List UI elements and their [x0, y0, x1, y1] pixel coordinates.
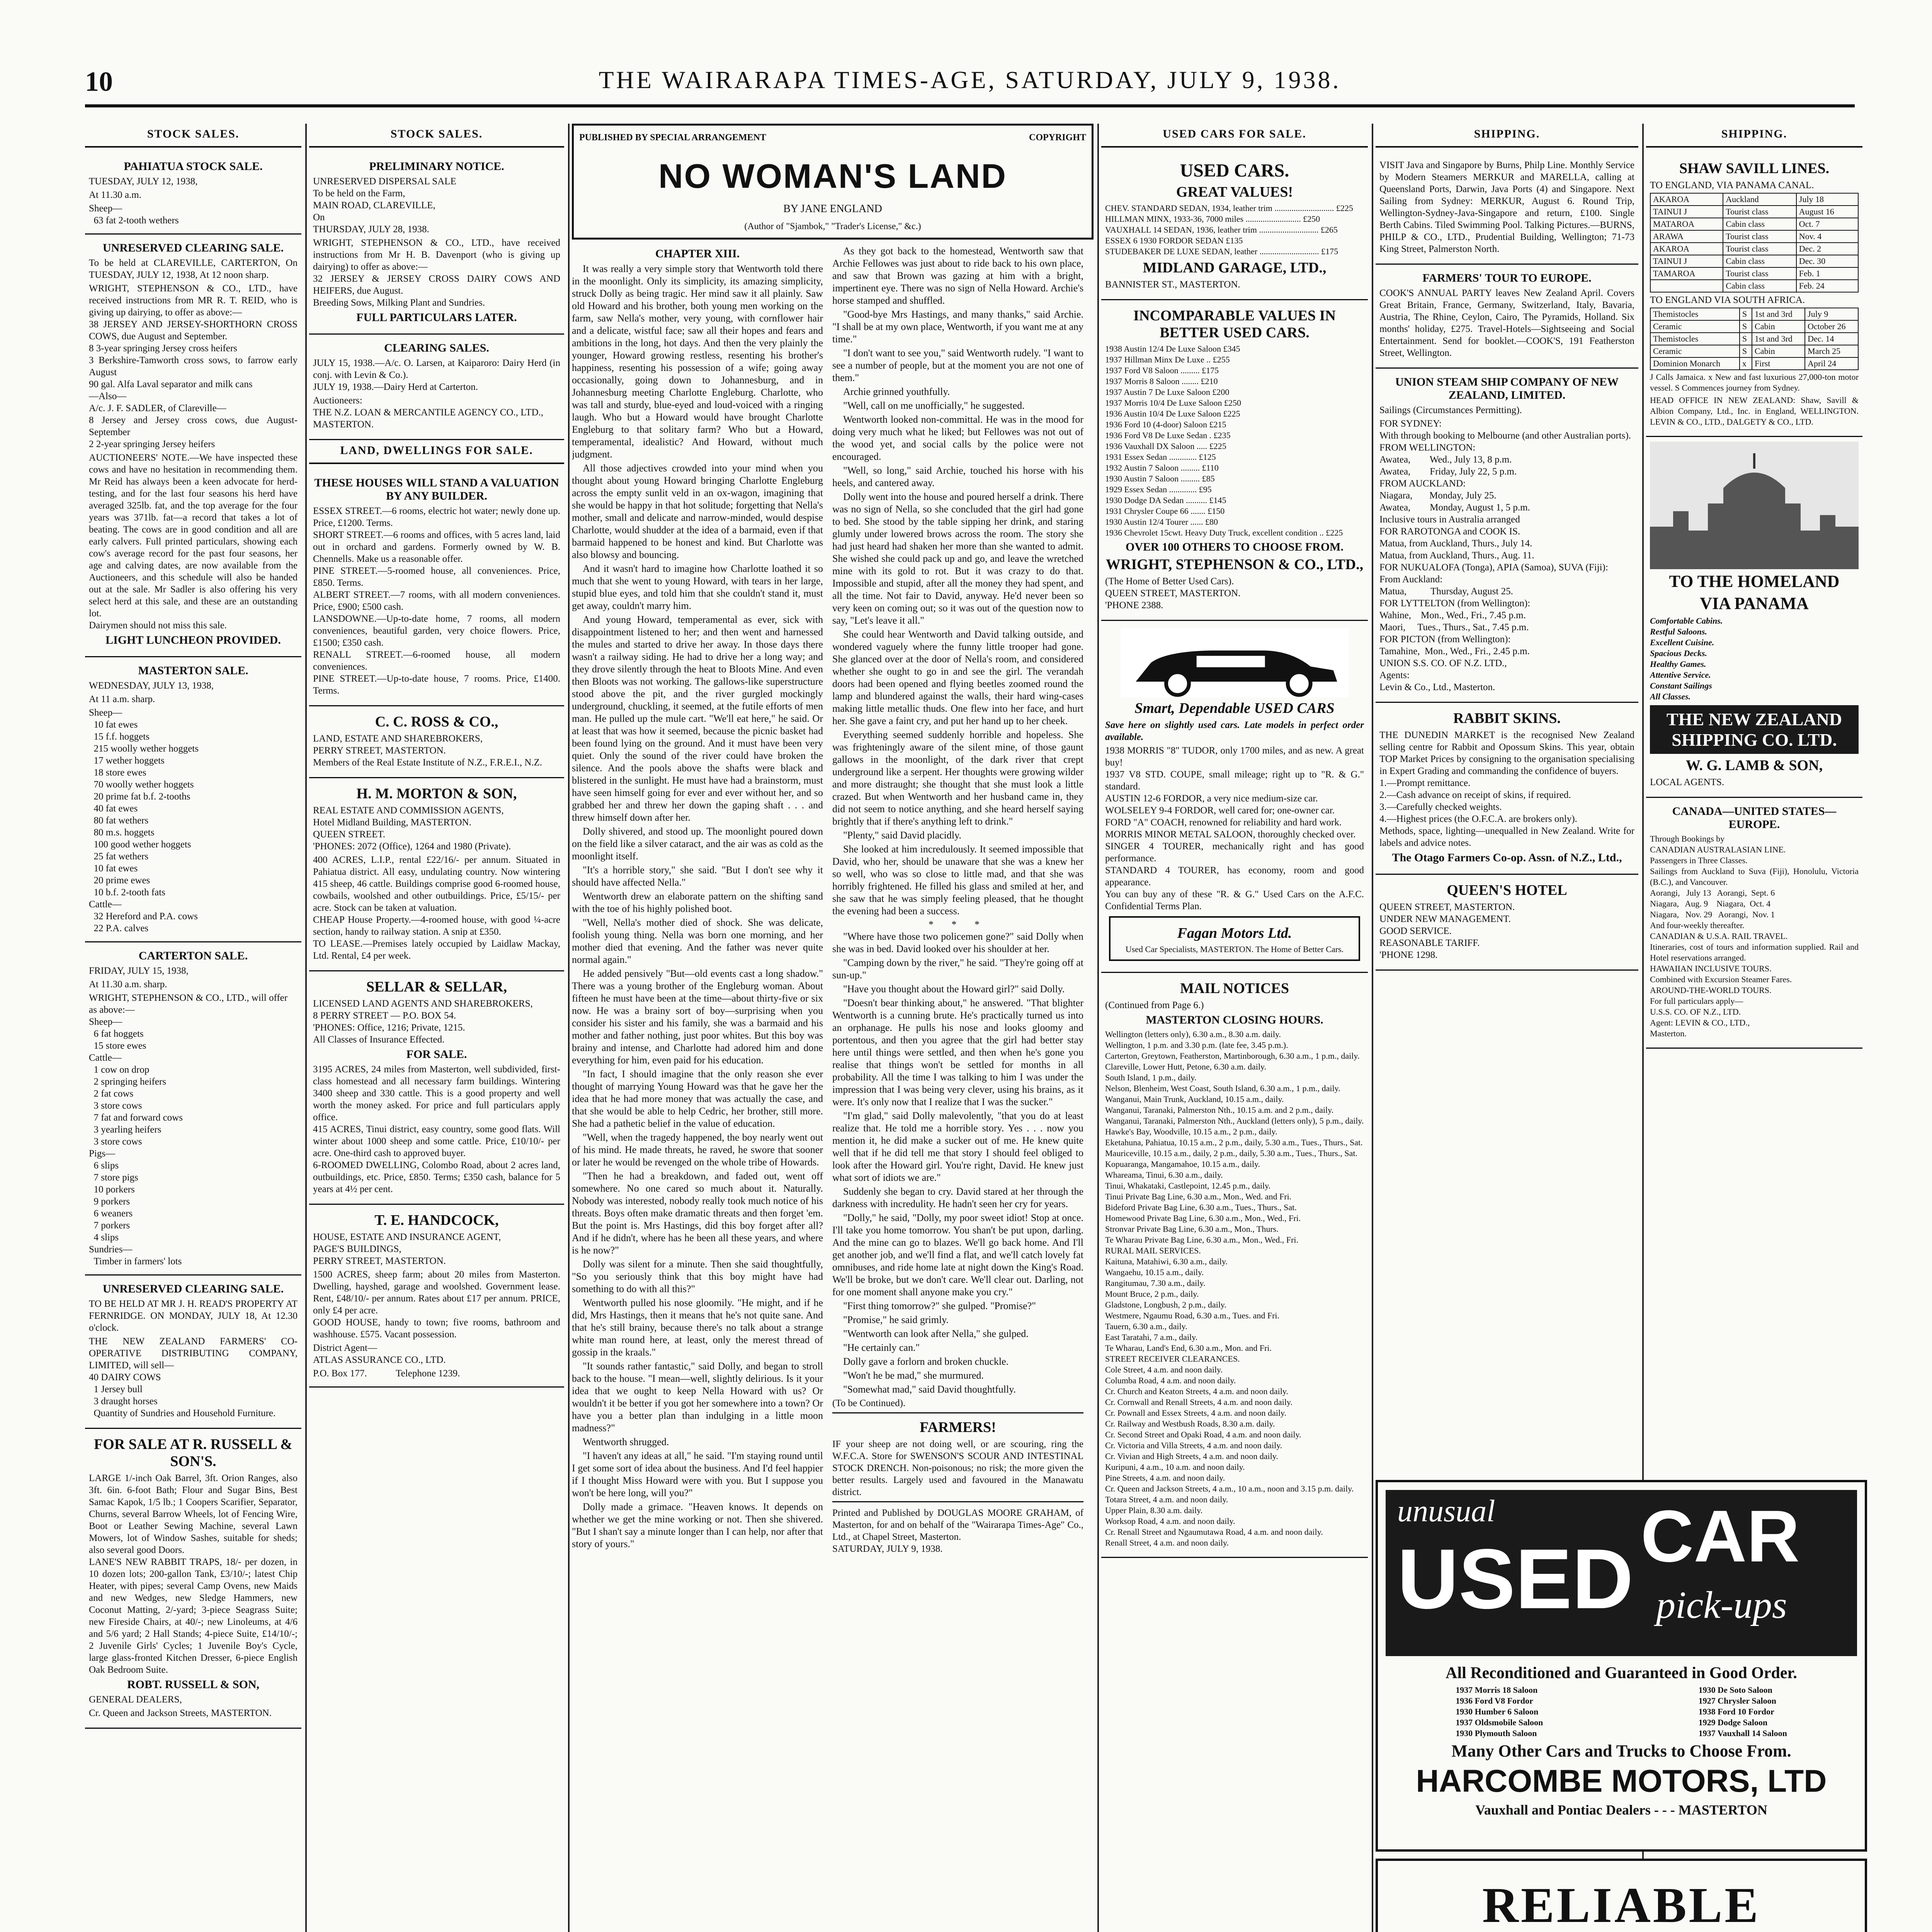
serial-title: NO WOMAN'S LAND — [658, 157, 1007, 195]
burns-philp-advert — [1376, 153, 1638, 265]
table-cell: Tourist class — [1723, 267, 1796, 280]
story-paragraph: "In fact, I should imagine that the only reason she ever thought of marrying Young Howard was that he gave her the idea that he had more money that was actually the case, and that she would be able to help Cedric, her brother, still more. She had a pathetic belief in the value of education. — [572, 1068, 823, 1129]
advert-title: RELIABLE — [1482, 1878, 1760, 1932]
advert-body: LARGE 1/-inch Oak Barrel, 3ft. Orion Ranges, also 3ft. 6in. 6-foot Bath; Flour and Sugar Bins, Best Samac Kapok, 1/5 lb.; 1 Coopers Scarifier, Separator, Churns, several Barrow Wheels, lot of Fencing Wire, Boot or Leather Sewing Machine, several Lawn Mowers, lot of Window Sashes, suitable for sheds; also several good Doors. LANE'S NEW RABBIT TRAPS, 18/- per dozen, in 10 dozen lots; 200-gallon Tank, £3/10/-; latest Chip Heater, with pipes; several Camp Ovens, new Maids and new Wedges, new Sledge Hammers, new Coconut Matting, 2/-yard; 3-piece Seagrass Suite; new Fireside Chairs, at 40/-; new Linoleums, at 4/6 and 5/6 yard; 2 Hall Stands; 4-piece Suite, £14/10/-; 2 Juvenile Girls' Cycles; 1 Juvenile Boy's Cycle, large glass-fronted Kitchen Dresser, 6-piece English Oak Bedroom Suite. — [89, 1473, 298, 1675]
story-paragraph: He added pensively "But—old events cast a long shadow." There was a young brother of the Engleburg woman. About fifteen he must have been at the time—about thirty-five or six now. He was a brainy sort of boy—surprising when you consider his sister and his family, she was a barmaid and his mother and father nothing, just poor whites. But this boy was brainy and intense, and Charlotte had adored him and done everything for him, even paid for his education. — [572, 968, 823, 1066]
auctioneers: Auctioneers: THE N.Z. LOAN & MERCANTILE AGENCY CO., LTD., MASTERTON. — [313, 395, 544, 430]
advert-body: COOK'S ANNUAL PARTY leaves New Zealand April. Covers Great Britain, France, Germany, Switzerland, Italy, Bavaria, Austria, The Rhine, Ceylon, Cairo, The Pyramids, Holland. Six months' holiday, £275. Travel-Hotels—Sightseeing and Social Entertainment. Send for booklet.—COOK'S, 191 Featherston Street, Wellington. — [1379, 288, 1634, 358]
story-paragraph: Dolly gave a forlorn and broken chuckle. — [843, 1356, 1009, 1367]
story-paragraph: "Well, call on me unofficially," he suggested. — [843, 400, 1025, 411]
table-cell: Dec. 30 — [1796, 255, 1858, 267]
masterton-sale — [85, 657, 301, 942]
table-cell: April 24 — [1805, 357, 1858, 370]
newspaper-title: THE WAIRARAPA TIMES-AGE, SATURDAY, JULY 9, 1938. — [599, 66, 1341, 94]
table-cell: AKAROA — [1650, 193, 1723, 206]
advert-title: UNION STEAM SHIP COMPANY OF NEW ZEALAND, LIMITED. — [1395, 376, 1619, 401]
story-paragraph: "Have you thought about the Howard girl?" said Dolly. — [843, 983, 1065, 995]
advert-sub: Save here on slightly used cars. Late models in perfect order available. — [1105, 720, 1364, 742]
advert-title: SELLAR & SELLAR, — [366, 979, 507, 995]
imprint — [832, 1501, 1083, 1555]
advert-note: OVER 100 OTHERS TO CHOOSE FROM. — [1126, 541, 1344, 553]
advert-title: SHAW SAVILL LINES. — [1679, 160, 1830, 177]
table-cell: x — [1740, 357, 1752, 370]
advert-address: BANNISTER ST., MASTERTON. — [1105, 279, 1240, 290]
price-list: 1938 Austin 12/4 De Luxe Saloon £345 1937 Hillman Minx De Luxe .. £255 1937 Ford V8 Saloon ......... £175 1937 Morris 8 Saloon ........ £210 1937 Austin 7 De Luxe Saloon £200 1937 Morris 10/4 De Luxe Saloon £250 1936 Austin 10/4 De Luxe Saloon £225 1936 Ford 10 (4-door) Saloon £215 1936 Ford V8 De Luxe Sedan . £235 1936 Vauxhall DX Saloon ..... £225 1931 Essex Sedan ............. £125 1932 Austin 7 Saloon ......... £110 1930 Austin 7 Saloon ......... £85 1929 Essex Sedan ............. £95 1930 Dodge DA Sedan .......... £145 1931 Chrysler Coupe 66 ....... £150 1930 Austin 12/4 Tourer ...... £80 1936 Chevrolet 15cwt. Heavy Duty Truck, excellent condition .. £225 — [1105, 344, 1343, 537]
ross-advert — [309, 706, 564, 778]
canadian-line-advert — [1646, 798, 1862, 1049]
table-cell: S — [1740, 320, 1752, 333]
table-cell: Cabin class — [1723, 280, 1796, 292]
advert-company: Fagan Motors Ltd. — [1177, 925, 1292, 941]
advert-body: ESSEX STREET.—6 rooms, electric hot water; newly done up. Price, £1200. Terms. SHORT STREET.—6 rooms and offices, with 5 acres land, laid out in orchard and gardens. Formerly owned by W. B. Chennells. Make us a reasonable offer. PINE STREET.—5-roomed house, all conveniences. Price, £850. Terms. ALBERT STREET.—7 rooms, with all modern conveniences. Price, £900; £500 cash. LANSDOWNE.—Up-to-date home, 7 rooms, all modern conveniences, beautiful garden, very choice flowers. Price, £1500; £350 cash. RENALL STREET.—6-roomed house, all modern conveniences. PINE STREET.—Up-to-date house, 7 rooms. Price, £1400. Terms. — [313, 506, 560, 696]
advert-title: FARMERS' TOUR TO EUROPE. — [1422, 272, 1592, 284]
story-paragraph: And it wasn't hard to imagine how Charlotte loathed it so much that she went to young Howard, with tears in her large, stupid blue eyes, and told him that she couldn't stand it, must get away, couldn't marry him. — [572, 563, 823, 611]
harcombe-advert — [1376, 1480, 1867, 1852]
story-paragraph: As they got back to the homestead, Wentworth saw that Archie Fellowes was just about to ride back to his own place, and saw that Brown was gazing at him with a bright, impertinent eye. There was no sign of Nella Howard. Archie's horse stamped and shuffled. — [832, 245, 1083, 306]
sale-lines: Sheep— 63 fat 2-tooth wethers — [89, 203, 179, 226]
advert-note: Many Other Cars and Trucks to Choose From. — [1451, 1742, 1791, 1760]
story-paragraph: "Camping down by the river," he said. "They're going off at sun-up." — [832, 957, 1083, 981]
column-shipping-2 — [1646, 124, 1862, 1476]
advert-address: Cr. Queen and Jackson Streets, MASTERTON. — [89, 1708, 272, 1718]
table-row — [1650, 255, 1858, 267]
car-list: 1938 MORRIS "8" TUDOR, only 1700 miles, and as new. A great buy! 1937 V8 STD. COUPE, small mileage; right up to "R. & G." standard. AUSTIN 12-6 FORDOR, a very nice medium-size car. WOLSELEY 9-4 FORDOR, well cared for; one-owner car. FORD "A" COACH, renowned for reliability and hard work. MORRIS MINOR METAL SALOON, thoroughly checked over. SINGER 4 TOURER, mechanically right and has good performance. STANDARD 4 TOURER, has economy, room and good appearance. You can buy any of these "R. & G." Used Cars on the A.F.C. Confidential Terms Plan. — [1105, 745, 1364, 912]
story-paragraph: "Won't he be mad," she murmured. — [843, 1370, 984, 1381]
price-list: CHEV. STANDARD SEDAN, 1934, leather trim ............................ £225 HILLMAN MINX, 1933-36, 7000 miles .......................... £250 VAUXHALL 14 SEDAN, 1936, leather trim ............................ £265 ESSEX 6 1930 FORDOR SEDAN £135 STUDEBAKER DE LUXE SEDAN, leather ............................ £175 — [1105, 203, 1353, 256]
column-stock-sales-1 — [85, 124, 301, 1932]
story-paragraph: And young Howard, temperamental as ever, sick with disappointment listened to her; and then went and harnessed the mules and started to drive her away. In those days there wasn't a railway siding. He had to drive her a long way; and they drove silently through the heat to Bloots Mine. And even then Bloots was not working. The gallows-like superstructure stood above the pit, and the river gurgled mockingly underground, chuckling, it seemed, at the futile efforts of men man. He pulled up the mule cart. "We'll eat here," he said. Or at least that was how it seemed, because the picnic basket had been found lying on the ground. And it must have been very quiet. Only the sound of the river could have broken the silence. And the pools above the shafts were black and blistered in the sunlight. He must have had a brainstorm, must have seen himself going for ever and ever without her, and so grabbed her and threw her down the gaping shaft . . . and threw himself down after her. — [572, 614, 823, 823]
serial-credit: (Author of "Sjambok," "Trader's License," &c.) — [744, 221, 921, 231]
union-steamship-advert — [1376, 369, 1638, 703]
sale-body: WRIGHT, STEPHENSON & CO., LTD., have received instructions from MR R. T. REID, who is giving up dairying, to offer as above:— 38 JERSEY AND JERSEY-SHORTHORN CROSS COWS, due August and September. 8 3-year springing Jersey cross heifers 3 Berkshire-Tamworth cross sows, to farrow early August 90 gal. Alfa Laval separator and milk cans —Also— A/c. J. F. SADLER, of Clareville— 8 Jersey and Jersey cross cows, due August-September 2 2-year springing Jersey heifers — [89, 283, 298, 449]
farmers-tour-advert — [1376, 265, 1638, 369]
table-row — [1650, 218, 1858, 230]
notice-body: JULY 15, 1938.—A/c. O. Larsen, at Kaiparoro: Dairy Herd (in conj. with Levin & Co.). JULY 19, 1938.—Dairy Herd at Carterton. — [313, 358, 560, 392]
advert-company: The Otago Farmers Co-op. Assn. of N.Z., Ltd., — [1392, 851, 1622, 864]
table-cell: Nov. 4 — [1796, 230, 1858, 243]
advert-title: CANADA—UNITED STATES—EUROPE. — [1672, 805, 1837, 831]
advert-headline: All Reconditioned and Guaranteed in Good Order. — [1446, 1664, 1797, 1682]
table-cell: Oct. 7 — [1796, 218, 1858, 230]
sale-title: UNRESERVED CLEARING SALE. — [102, 242, 284, 254]
to-be-continued: (To be Continued). — [832, 1398, 906, 1408]
table-cell: Cabin — [1752, 345, 1805, 357]
sailing-schedule: FOR SYDNEY: With through booking to Melbourne (and other Australian ports). FROM WELLINGTON: Awatea, Wed., July 13, 8 p.m. Awatea, Friday, July 22, 5 p.m. FROM AUCKLAND: Niagara, Monday, July 25. Awatea, Monday, August 1, 5 p.m. Inclusive tours in Australia arranged FOR RAROTONGA and COOK IS. Matua, from Auckland, Thurs., July 14. Matua, from Auckland, Thurs., Aug. 11. FOR NUKUALOFA (Tonga), APIA (Samoa), SUVA (Fiji): From Auckland: Matua, Thursday, August 25. FOR LYTTELTON (from Wellington): Wahine, Mon., Wed., Fri., 7.45 p.m. Maori, Tues., Thurs., Sat., 7.45 p.m. FOR PICTON (from Wellington): Tamahine, Mon., Wed., Fri., 2.45 p.m. UNION S.S. CO. OF N.Z. LTD., Agents: Levin & Co., Ltd., Masterton. — [1379, 418, 1631, 692]
table-row — [1650, 193, 1858, 206]
mail-notices — [1101, 973, 1368, 1558]
table-row — [1650, 320, 1858, 333]
banner-word: USED — [1397, 1531, 1634, 1626]
table-cell: TAINUI J — [1650, 206, 1723, 218]
po-box: P.O. Box 177. Telephone 1239. — [313, 1368, 460, 1379]
table-cell: Cabin class — [1723, 218, 1796, 230]
table-row — [1650, 333, 1858, 345]
serial-byline: BY JANE ENGLAND — [783, 203, 882, 215]
notice-footer: FULL PARTICULARS LATER. — [356, 311, 517, 324]
advert-title: FARMERS! — [920, 1419, 996, 1435]
table-cell: 1st and 3rd — [1752, 308, 1805, 320]
advert-sub: GREAT VALUES! — [1176, 184, 1293, 200]
table-cell: October 26 — [1805, 320, 1858, 333]
sale-lines: Sheep— 10 fat ewes 15 f.f. hoggets 215 woolly wether hoggets 17 wether hoggets 18 store ewes 70 woolly wether hoggets 20 prime fat b.f. 2-tooths 40 fat ewes 80 fat wethers 80 m.s. hoggets 100 good wether hoggets 25 fat wethers 10 fat ewes 20 prime ewes 10 b.f. 2-tooth fats Cattle— 32 Hereford and P.A. cows 22 P.A. calves — [89, 707, 199, 934]
for-sale-heading: FOR SALE. — [406, 1048, 467, 1061]
wright-stephenson-advert — [1101, 300, 1368, 621]
table-cell: Dominion Monarch — [1650, 357, 1740, 370]
table-row — [1650, 357, 1858, 370]
local-agent-sub: LOCAL AGENTS. — [1650, 777, 1725, 787]
advert-signature: GENERAL DEALERS, — [89, 1694, 182, 1705]
advert-title: USED CARS. — [1180, 160, 1289, 181]
story-paragraph: Everything seemed suddenly horrible and hopeless. She was frighteningly aware of the silent mine, of those gaunt gallows in the moonlight, of the dark river that crept underground like a serpent. Her thoughts were growing wilder and more distraught; she thought that she must look a little crazed. But when Wentworth and her husband came in, they did not seem to notice anything, and she heard herself saying brightly that if there's anything left to drink." — [832, 729, 1083, 827]
table-cell: Ceramic — [1650, 345, 1740, 357]
advert-title: Smart, Dependable USED CARS — [1134, 700, 1335, 716]
advert-sub: TO ENGLAND VIA SOUTH AFRICA. — [1650, 295, 1805, 305]
sale-time: At 11 a.m. sharp. — [89, 694, 155, 704]
russell-advert — [85, 1429, 301, 1729]
story-paragraph: "Good-bye Mrs Hastings, and many thanks," said Archie. "I shall be at my own place, Wentworth, if you want me at any time." — [832, 309, 1083, 345]
notice-sub: UNRESERVED DISPERSAL SALE To be held on the Farm, MAIN ROAD, CLAREVILLE, On THURSDAY, JULY 28, 1938. — [313, 176, 456, 235]
sale-title: UNRESERVED CLEARING SALE. — [102, 1282, 284, 1295]
table-cell: August 16 — [1796, 206, 1858, 218]
cathedral-icon — [1650, 442, 1859, 569]
table-cell: TAMAROA — [1650, 267, 1723, 280]
table-cell: Themistocles — [1650, 308, 1740, 320]
table-row — [1650, 345, 1858, 357]
column-shipping-1 — [1376, 124, 1638, 1476]
advert-company: HARCOMBE MOTORS, LTD — [1416, 1764, 1827, 1799]
advert-title: RABBIT SKINS. — [1453, 710, 1561, 726]
story-paragraph: All those adjectives crowded into your mind when you thought about young Howard bringing Charlotte Engleburg across the empty sunlit veld in an ox-wagon, imagining that she would be happy in that hot solitude; forgetting that Nella's mother, small and delicate and narrow-minded, would despise Charlotte, would shudder at the idea of a barmaid, even if that barmaid happened to be honest and kind. But Charlotte was also blowsy and bouncing. — [572, 463, 823, 560]
local-agent: W. G. LAMB & SON, — [1685, 757, 1823, 774]
car-lists — [1378, 1685, 1865, 1739]
story-paragraph: "Wentworth can look after Nella," she gulped. — [843, 1328, 1029, 1339]
banner-word: unusual — [1397, 1494, 1495, 1528]
table-cell: Tourist class — [1723, 206, 1796, 218]
table-row — [1650, 267, 1858, 280]
story-paragraph: "Well, when the tragedy happened, the boy nearly went out of his mind. He made threats, he raved, he swore that sooner or later he would be revenged on the whole tribe of Howards. — [572, 1132, 823, 1168]
advert-tagline: Vauxhall and Pontiac Dealers - - - MASTERTON — [1475, 1802, 1767, 1818]
preliminary-notice — [309, 153, 564, 335]
serial-banner — [572, 124, 1094, 240]
chapter-heading: CHAPTER XIII. — [655, 247, 740, 260]
story-paragraph: "I haven't any ideas at all," he said. "I'm staying round until I get some sort of idea about the business. And I'd feel happier if I thought Miss Howard were with you. But I suppose you won't be here long, will you?" — [572, 1450, 823, 1498]
column-stock-sales-2 — [309, 124, 564, 1932]
table-cell: Themistocles — [1650, 333, 1740, 345]
banner-right: COPYRIGHT — [1029, 133, 1086, 143]
story-paragraph: "He certainly can." — [843, 1342, 920, 1353]
table-cell: Auckland — [1723, 193, 1796, 206]
notice-title: PRELIMINARY NOTICE. — [369, 160, 504, 173]
advert-body: IF your sheep are not doing well, or are scouring, ring the W.F.C.A. Store for SWENSON'S SCOUR AND INTESTINAL STOCK DRENCH. Non-poisonous; no risk; the more given the better results. Largely used and favoured in the Manawatu district. — [832, 1439, 1083, 1497]
advert-body: THE DUNEDIN MARKET is the recognised New Zealand selling centre for Rabbit and Opossum Skins. This year, obtain TOP Market Prices by consigning to the organisation specialising in Expert Grading and commanding the confidence of buyers. 1.—Prompt remittance. 2.—Cash advance on receipt of skins, if required. 3.—Carefully checked weights. 4.—Highest prices (the O.F.C.A. are brokers only). Methods, space, lighting—unequalled in New Zealand. Write for labels and advice notes. — [1379, 730, 1634, 848]
story-paragraph: Wentworth pulled his nose gloomily. "He might, and if he did, Mrs Hastings, then it means that he's not quite sane. And that he's still brainy, because there's no talk about a strange white man round here, at least, only the merest thread of gossip in the kraals." — [572, 1297, 823, 1358]
advert-signature: ROBT. RUSSELL & SON, — [127, 1678, 260, 1691]
district-agent: District Agent— ATLAS ASSURANCE CO., LTD. — [313, 1343, 446, 1365]
car-icon — [1121, 628, 1349, 697]
advert-features: Comfortable Cabins. Restful Saloons. Excellent Cuisine. Spacious Decks. Healthy Games. Attentive Service. Constant Sailings All Classes. — [1650, 616, 1723, 701]
schedule-notes: J Calls Jamaica. x New and fast luxurious 27,000-ton motor vessel. S Commences journey from Sydney. — [1650, 372, 1859, 393]
advert-sub: Sailings (Circumstances Permitting). — [1379, 405, 1522, 415]
column-header: USED CARS FOR SALE. — [1101, 124, 1368, 148]
story-paragraph: "Well, so long," said Archie, touched his horse with his heels, and cantered away. — [832, 465, 1083, 488]
column-rule — [568, 124, 570, 1932]
story-paragraph: Wentworth looked non-committal. He was in the mood for doing very much what he liked; but Fellowes was not out of the wood yet, and social calls by the police were not encouraged. — [832, 414, 1083, 462]
table-row — [1650, 230, 1858, 243]
table-cell: Feb. 24 — [1796, 280, 1858, 292]
story-paragraph: "Where have those two policemen gone?" said Dolly when she was in bed. David looked over his shoulder at her. — [832, 931, 1083, 954]
sale-sub: TO BE HELD AT MR J. H. READ'S PROPERTY AT FERNRIDGE. ON MONDAY, JULY 18, At 12.30 o'clock. — [89, 1299, 298, 1333]
story-paragraph: "I don't want to see you," said Wentworth rudely. "I want to see a number of people, but at the moment you are not one of them." — [832, 347, 1083, 383]
table-cell: TAINUI J — [1650, 255, 1723, 267]
story-paragraph: Wentworth drew an elaborate pattern on the shifting sand with the toe of his highly polished boot. — [572, 891, 823, 914]
story-paragraph: "I'm glad," said Dolly malevolently, "that you do at least realize that. He told me a horrible story. Yes . . . now you mention it, he did make a sucker out of me. He knew quite well that if he did tell me that story I should feel obliged to look after the Howard girl. You're right, David. He knew just what sort of idiots we are." — [832, 1110, 1083, 1183]
sailing-table — [1650, 308, 1859, 370]
advert-body: VISIT Java and Singapore by Burns, Philp Line. Monthly Service by Modern Steamers MERKUR and MARELLA, calling at Queensland Ports, Darwin, Java Ports (4) and Singapore. Next Sailing from Sydney: MERKUR, August 6. Round Trip, Wellington-Sydney-Java-Singapore and return, £100. Single Berth Cabins. Tiled Swimming Pool. Talking Pictures.—BURNS, PHILP & CO., LTD., Prudential Building, Wellington; 71-73 King Street, Palmerston North. — [1379, 160, 1634, 254]
banner-word: CAR — [1641, 1495, 1800, 1577]
story-paragraph: "Dolly," he said, "Dolly, my poor sweet idiot! Stop at once. I'll take you home tomorrow. You shan't be put upon, darling. And the mine can go to blazes. We'll go back home. And I'll get another job, and we'll find a flat, and we'll catch lovely fat omnibuses, and ride home late at night down the King's Road. We'll be broke, but we don't care. We'll clear out. Darling, not for one moment shall anyone make you cry." — [832, 1212, 1083, 1298]
used-car-banner — [1386, 1490, 1857, 1656]
houses-advert — [309, 469, 564, 706]
column-rule — [1097, 124, 1099, 1932]
story-paragraph: "It's a horrible story," she said. "But I don't see why it should have affected Nella." — [572, 864, 823, 888]
advert-title: C. C. ROSS & CO., — [375, 714, 498, 730]
rabbit-skins-advert — [1376, 703, 1638, 875]
column-used-cars — [1101, 124, 1368, 1932]
column-rule — [1372, 124, 1373, 1932]
imprint-text: Printed and Published by DOUGLAS MOORE GRAHAM, of Masterton, for and on behalf of the "Wairarapa Times-Age" Co., Ltd., at Chapel Street, Masterton. SATURDAY, JULY 9, 1938. — [832, 1508, 1083, 1554]
column-header: SHIPPING. — [1376, 124, 1638, 148]
table-row — [1650, 243, 1858, 255]
table-cell: S — [1740, 308, 1752, 320]
advert-title: VIA PANAMA — [1700, 594, 1809, 613]
story-paragraph: "Plenty," said David placidly. — [843, 830, 961, 841]
advert-body: QUEEN STREET, MASTERTON. UNDER NEW MANAGEMENT. GOOD SERVICE. REASONABLE TARIFF. 'PHONE 1298. — [1379, 902, 1515, 960]
sale-time: At 11.30 a.m. — [89, 190, 141, 200]
table-cell — [1650, 280, 1723, 292]
table-cell: March 25 — [1805, 345, 1858, 357]
table-cell: Dec. 14 — [1805, 333, 1858, 345]
table-row — [1650, 308, 1858, 320]
sellar-advert — [309, 971, 564, 1205]
serial-col-b — [832, 245, 1083, 1556]
car-illustration — [1121, 628, 1349, 697]
serial-columns — [572, 245, 1094, 1556]
fagan-box — [1109, 916, 1360, 961]
sale-body: THE NEW ZEALAND FARMERS' CO-OPERATIVE DISTRIBUTING COMPANY, LIMITED, will sell— 40 DAIRY COWS 1 Jersey bull 3 draught horses Quantity of Sundries and Household Furniture. — [89, 1336, 298, 1418]
city-illustration — [1650, 442, 1859, 569]
story-paragraph: She could hear Wentworth and David talking outside, and wondered vaguely where the funny little trooper had gone. She glanced over at the door of Nella's room, and considered whether she ought to go in and see the girl. The verandah doors had been opened and flying beetles zoomed round the lamp and blundered against the walls, their hard wing-cases making little metallic thuds. One flew into her face, and hurt her. She gave a faint cry, and put her hand up to her cheek. — [832, 629, 1083, 726]
column-header: STOCK SALES. — [85, 124, 301, 148]
story-paragraph: It was really a very simple story that Wentworth told there in the moonlight. Only its simplicity, its amazing simplicity, struck Dolly as being tragic. Her mind saw it all plainly. Saw old Howard and his brother, both young men working on the farm, saw Nella's mother, very young, with cornflower hair and a delicate, wistful face; saw all their hopes and fears and ambitions in the long, hot days. And then the very plainly the younger, Howard growing restless, resenting his brother's happiness, resenting his possession of a wife; going away occasionally, going down to Johannesburg, and in Johannesburg meeting Charlotte Engleburg. Charlotte, who was tall and sturdy, blue-eyed and loud-voiced with a ringing laugh. Who but a Howard would have brought Charlotte Engleburg to that solitary farm? Who but a Howard, temperamental, idealistic? And Howard, without much judgment. — [572, 263, 823, 460]
sale-title: CARTERTON SALE. — [138, 949, 248, 962]
section-sub: (Continued from Page 6.) — [1105, 1000, 1204, 1010]
section-break: * * * — [929, 919, 987, 930]
advert-company: THE NEW ZEALAND SHIPPING CO. LTD. — [1650, 705, 1859, 754]
story-paragraph: "Promise," he said grimly. — [843, 1314, 949, 1325]
table-cell: First — [1752, 357, 1805, 370]
masthead — [85, 58, 1855, 107]
sailing-table — [1650, 193, 1859, 293]
advert-sub: LICENSED LAND AGENTS AND SHAREBROKERS, 8 PERRY STREET — P.O. BOX 54. 'PHONES: Office, 1216; Private, 1215. All Classes of Insurance Effected. — [313, 998, 533, 1045]
table-cell: Tourist class — [1723, 230, 1796, 243]
story-paragraph: Dolly went into the house and poured herself a drink. There was no sign of Nella, so she concluded that the girl had gone to bed. She stood by the table sipping her drink, and staring glumly under lowered brows across the room. The story she had just heard had shaken her more than she wanted to admit. She wished she could pack up and go, and leave the wretched mine with its gold to rot. But it was crazy to do that. Impossible and stupid, after all the money they had spent, and all the time. Not fair to David, anyway. He'd never been so very keen on coming out; so it was out of the question now to say, "Let's leave it all." — [832, 491, 1083, 626]
advert-tagline: Used Car Specialists, MASTERTON. The Home of Better Cars. — [1125, 944, 1344, 954]
story-paragraph: She looked at him incredulously. It seemed impossible that David, who her, should be unaware that she was a knew her so well, who was so close to little mad, and that she was horribly frightened. He filled his glass and smiled at her, and she saw that he was simply feeling pleased, that he thought the evening had been a success. — [832, 844, 1083, 917]
carterton-sale — [85, 942, 301, 1276]
advert-body: 1500 ACRES, sheep farm; about 20 miles from Masterton. Dwelling, hayshed, garage and woolshed. Government lease. Rent, £48/10/- per annum. Rates about £17 per annum. PRICE, only £4 per acre. GOOD HOUSE, handy to town; five rooms, bathroom and washhouse. £575. Vacant possession. — [313, 1269, 560, 1340]
sale-date: TUESDAY, JULY 12, 1938, — [89, 176, 198, 187]
banner-word: pick-ups — [1656, 1583, 1787, 1626]
table-row — [1650, 206, 1858, 218]
advert-sub: LAND, ESTATE AND SHAREBROKERS, PERRY STREET, MASTERTON. Members of the Real Estate Institute of N.Z., F.R.E.I., N.Z. — [313, 733, 543, 768]
serial-col-a — [572, 245, 823, 1556]
head-office: HEAD OFFICE IN NEW ZEALAND: Shaw, Savill & Albion Company, Ltd., Inc. in England, WELLINGTON. LEVIN & CO., LTD., DALGETY & CO., LTD. — [1650, 395, 1859, 427]
nz-shipping-advert — [1646, 437, 1862, 798]
queens-hotel-advert — [1376, 875, 1638, 971]
table-cell: AKAROA — [1650, 243, 1723, 255]
notice-body: WRIGHT, STEPHENSON & CO., LTD., have received instructions from Mr H. B. Davenport (who is giving up dairying) to offer as above:— 32 JERSEY & JERSEY CROSS DAIRY COWS AND HEIFERS, due August. Breeding Sows, Milking Plant and Sundries. — [313, 238, 560, 308]
story-paragraph: "Well, Nella's mother died of shock. She was delicate, foolish young thing. Nella was born one morning, and her mother died that evening. And the father was never quite normal again." — [572, 917, 823, 965]
page-number: 10 — [85, 66, 113, 97]
column-header: STOCK SALES. — [309, 124, 564, 148]
advert-company: MIDLAND GARAGE, LTD., — [1143, 260, 1327, 276]
clearing-sales — [309, 335, 564, 440]
story-paragraph: "Somewhat mad," said David thoughtfully. — [843, 1384, 1016, 1395]
table-cell: Tourist class — [1723, 243, 1796, 255]
sale-footer: LIGHT LUNCHEON PROVIDED. — [105, 634, 281, 646]
fagan-advert — [1101, 621, 1368, 973]
table-cell: S — [1740, 333, 1752, 345]
column-rule — [305, 124, 307, 1932]
column-header: LAND, DWELLINGS FOR SALE. — [309, 440, 564, 464]
table-cell: Dec. 2 — [1796, 243, 1858, 255]
midland-advert — [1101, 153, 1368, 300]
advert-title: T. E. HANDCOCK, — [374, 1212, 499, 1228]
shaw-savill-advert — [1646, 153, 1862, 437]
advert-sub: REAL ESTATE AND COMMISSION AGENTS, Hotel Midland Building, MASTERTON. QUEEN STREET. 'PHONES: 2072 (Office), 1264 and 1980 (Private). — [313, 805, 511, 852]
mail-schedule: Wellington (letters only), 6.30 a.m., 8.30 a.m. daily. Wellington, 1 p.m. and 3.30 p.m. (late fee, 3.45 p.m.). Carterton, Greytown, Featherston, Martinborough, 6.30 a.m., 1 p.m., daily. Clareville, Lower Hutt, Petone, 6.30 a.m. daily. South Island, 1 p.m., daily. Nelson, Blenheim, West Coast, South Island, 6.30 a.m., 1 p.m., daily. Wanganui, Main Trunk, Auckland, 10.15 a.m., daily. Wanganui, Taranaki, Palmerston Nth., 10.15 a.m. and 2 p.m., daily. Wanganui, Taranaki, Palmerston Nth., Auckland (letters only), 5 p.m., daily. Hawke's Bay, Woodville, 10.15 a.m., 2 p.m., daily. Eketahuna, Pahiatua, 10.15 a.m., 2 p.m., daily, 5.30 a.m., Tues., Thurs., Sat. Mauriceville, 10.15 a.m., daily, 2 p.m., daily, 5.30 a.m., Tues., Thurs., Sat. Kopuaranga, Mangamahoe, 10.15 a.m., daily. Whareama, Tinui, 6.30 a.m., daily. Tinui, Whakataki, Castlepoint, 12.45 p.m., daily. Tinui Private Bag Line, 6.30 a.m., Mon., Wed. and Fri. Bideford Private Bag Line, 6.30 a.m., Tues., Thurs., Sat. Homewood Private Bag Line, 6.30 a.m., Mon., Wed., Fri. Stronvar Private Bag Line, 6.30 a.m., Mon., Thurs. Te Wharau Private Bag Line, 6.30 a.m., Mon., Wed., Fri. RURAL MAIL SERVICES. Kaituna, Matahiwi, 6.30 a.m., daily. Wangaehu, 10.15 a.m., daily. Rangitumau, 7.30 a.m., daily. Mount Bruce, 2 p.m., daily. Gladstone, Longbush, 2 p.m., daily. Westmere, Ngaumu Road, 6.30 a.m., Tues. and Fri. Tauern, 6.30 a.m., daily. East Taratahi, 7 a.m., daily. Te Wharau, Land's End, 6.30 a.m., Mon. and Fri. STREET RECEIVER CLEARANCES. Cole Street, 4 a.m. and noon daily. Columba Road, 4 a.m. and noon daily. Cr. Church and Keaton Streets, 4 a.m. and noon daily. Cr. Cornwall and Renall Streets, 4 a.m. and noon daily. Cr. Pownall and Essex Streets, 4 a.m. and noon daily. Cr. Railway and Westbush Roads, 8.30 a.m. daily. Cr. Second Street and Opaki Road, 4 a.m. and noon daily. Cr. Victoria and Villa Streets, 4 a.m. and noon daily. Cr. Vivian and High Streets, 4 a.m. and noon daily. Kuripuni, 4 a.m., 10 a.m. and noon daily. Pine Streets, 4 a.m. and noon daily. Cr. Queen and Jackson Streets, 4 a.m., 10 a.m., noon and 3.15 p.m. daily. Totara Street, 4 a.m. and noon daily. Upper Plain, 8.30 a.m. daily. Worksop Road, 4 a.m. and noon daily. Cr. Renall Street and Ngaumutawa Road, 4 a.m. and noon daily. Renall Street, 4 a.m. and noon daily. — [1105, 1029, 1364, 1548]
auctioneers-note: AUCTIONEERS' NOTE.—We have inspected these cows and have no hesitation in recommending them. Mr Reid has always been a keen advocate for herd-testing, and for the last four seasons his herd have averaged 325lb. fat, and the top average for the four years was 371lb. fat—a record that takes a lot of beating. The cows are in good condition and all are early calvers. Full printed particulars, showing each cow's average record for the past four seasons, her age and calving dates, are now available from the Auctioneers, and this schedule will also be handed out at the sale. Mr Sadler is also offering his very select herd at this sale, and these are an outstanding lot. Dairymen should not miss this sale. — [89, 452, 298, 631]
table-row — [1650, 280, 1858, 292]
advert-title: TO THE HOMELAND — [1669, 572, 1840, 591]
story-paragraph: Dolly shivered, and stood up. The moonlight poured down on the field like a silver cataract, and the air was as cold as the moonlight itself. — [572, 826, 823, 862]
advert-title: FOR SALE AT R. RUSSELL & SON'S. — [94, 1436, 293, 1469]
column-header: SHIPPING. — [1646, 124, 1862, 148]
table-cell: Ceramic — [1650, 320, 1740, 333]
story-paragraph: Dolly made a grimace. "Heaven knows. It depends on whether we get the mine working or not. Then she shivered. "But I shan't say a minute longer than I can help, nor after that story of yours." — [572, 1501, 823, 1549]
story-paragraph: "Then he had a breakdown, and faded out, went off somewhere. No one cared so much about it. Naturally. Nobody was interested, nobody really took much notice of his threats. Boys often make dramatic threats and then forget 'em. But the point is. Mrs Hastings, did this boy forget after all? And if he didn't, where has he been all these years, and where is he now?" — [572, 1170, 823, 1256]
sale-time: At 11.30 a.m. sharp. — [89, 979, 167, 990]
advert-title: INCOMPARABLE VALUES IN BETTER USED CARS. — [1133, 308, 1336, 341]
advert-address: (The Home of Better Used Cars). QUEEN STREET, MASTERTON. 'PHONE 2388. — [1105, 576, 1241, 611]
advert-sub: TO ENGLAND, VIA PANAMA CANAL. — [1650, 180, 1814, 190]
advert-sub: HOUSE, ESTATE AND INSURANCE AGENT, PAGE'S BUILDINGS, PERRY STREET, MASTERTON. — [313, 1232, 501, 1266]
notice-title: CLEARING SALES. — [384, 342, 489, 354]
sale-title: PAHIATUA STOCK SALE. — [124, 160, 263, 173]
sale-date: FRIDAY, JULY 15, 1938, — [89, 966, 189, 976]
car-list: 1937 Morris 18 Saloon 1936 Ford V8 Fordor 1930 Humber 6 Saloon 1937 Oldsmobile Saloon 1930 Plymouth Saloon — [1456, 1685, 1543, 1738]
car-list: 1930 De Soto Saloon 1927 Chrysler Saloon 1938 Ford 10 Fordor 1929 Dodge Saloon 1937 Vauxhall 14 Saloon — [1698, 1685, 1787, 1738]
table-cell: MATAROA — [1650, 218, 1723, 230]
advert-title: THESE HOUSES WILL STAND A VALUATION BY ANY BUILDER. — [314, 476, 559, 502]
story-paragraph: Archie grinned youthfully. — [843, 386, 950, 397]
advert-body: Through Bookings by CANADIAN AUSTRALASIAN LINE. Passengers in Three Classes. Sailings from Auckland to Suva (Fiji), Honolulu, Victoria (B.C.), and Vancouver. Aorangi, July 13 Aorangi, Sept. 6 Niagara, Aug. 9 Niagara, Oct. 4 Niagara, Nov. 29 Aorangi, Nov. 1 And four-weekly thereafter. CANADIAN & U.S.A. RAIL TRAVEL. Itineraries, cost of tours and information supplied. Rail and Hotel reservations arranged. HAWAIIAN INCLUSIVE TOURS. Combined with Excursion Steamer Fares. AROUND-THE-WORLD TOURS. For full particulars apply— U.S.S. CO. OF N.Z., LTD. Agent: LEVIN & CO., LTD., Masterton. — [1650, 834, 1859, 1038]
table-cell: Cabin class — [1723, 255, 1796, 267]
advert-title: H. M. MORTON & SON, — [356, 786, 517, 802]
story-paragraph: "It sounds rather fantastic," said Dolly, and began to stroll back to the house. "I mean—well, slightly delirious. Is it your idea that we ought to keep Nella Howard with us? Or wouldn't it be better if you got her somewhere into a town? Or have you a better plan than indulging in a little moon madness?" — [572, 1361, 823, 1434]
handcock-advert — [309, 1205, 564, 1388]
advert-company: WRIGHT, STEPHENSON & CO., LTD., — [1105, 556, 1364, 573]
farmers-advert — [832, 1412, 1083, 1498]
serial-story — [572, 124, 1094, 1932]
banner-left: PUBLISHED BY SPECIAL ARRANGEMENT — [579, 133, 766, 143]
sale-title: MASTERTON SALE. — [138, 664, 248, 677]
morton-advert — [309, 778, 564, 971]
table-cell: July 9 — [1805, 308, 1858, 320]
section-sub: MASTERTON CLOSING HOURS. — [1146, 1014, 1323, 1026]
advert-title: QUEEN'S HOTEL — [1447, 882, 1567, 898]
story-paragraph: Wentworth shrugged. — [583, 1436, 669, 1447]
table-cell: ARAWA — [1650, 230, 1723, 243]
sale-sub: To be held at CLAREVILLE, CARTERTON, On TUESDAY, JULY 12, 1938, At 12 noon sharp. — [89, 258, 298, 280]
advert-body: 400 ACRES, L.I.P., rental £22/16/- per annum. Situated in Pahiatua district. All easy, undulating country. Now wintering 415 sheep, 46 cattle. Buildings comprise good 6-roomed house, cowbails, woolshed and other outbuildings. Price, £5/15/- per acre. Stock can be taken at valuation. CHEAP House Property.—4-roomed house, with good ¼-acre section, handy to railway station. A snip at £350. TO LEASE.—Premises lately occupied by Laidlaw Mackay, Ltd. Rental, £4 per week. — [313, 855, 560, 961]
story-paragraph: "First thing tomorrow?" she gulped. "Promise?" — [843, 1300, 1036, 1311]
sale-lines: WRIGHT, STEPHENSON & CO., LTD., will offer as above:— Sheep— 6 fat hoggets 15 store ewes Cattle— 1 cow on drop 2 springing heifers 2 fat cows 3 store cows 7 fat and forward cows 3 yearling heifers 3 store cows Pigs— 6 slips 7 store pigs 10 porkers 9 porkers 6 weaners 7 porkers 4 slips Sundries— Timber in farmers' lots — [89, 993, 288, 1267]
story-paragraph: Dolly was silent for a minute. Then she said thoughtfully, "So you seriously think that this boy might have had something to do with all this?" — [572, 1259, 823, 1294]
jones-advert — [1376, 1859, 1867, 1932]
story-paragraph: "Doesn't bear thinking about," he answered. "That blighter Wentworth is a cunning brute. He's practically turned us into an orphanage. He pulls his nose and looks gloomy and portentous, and then you agree that the girl had better stay here until things were settled, and then when he's gone you realise that things won't be settled for months in all probability. All the time I was talking to him I was under the impression that I was being very clever, using his brains, as it were. It's only now that I realize that I was the sucker." — [832, 997, 1083, 1107]
table-cell: Feb. 1 — [1796, 267, 1858, 280]
pahiatua-sale — [85, 153, 301, 235]
story-paragraph: Suddenly she began to cry. David stared at her through the darkness with incredulity. He hadn't seen her cry for years. — [832, 1186, 1083, 1209]
table-cell: Cabin — [1752, 320, 1805, 333]
table-cell: 1st and 3rd — [1752, 333, 1805, 345]
advert-body: 3195 ACRES, 24 miles from Masterton, well subdivided, first-class homestead and all necessary farm buildings. Wintering 3400 sheep and 330 cattle. This is a good property and well worth the money asked. For price and full particulars apply office. 415 ACRES, Tinui district, easy country, some good flats. Will winter about 1000 sheep and some cattle. Price, £10/10/- per acre. One-third cash to approved buyer. 6-ROOMED DWELLING, Colombo Road, about 2 acres land, outbuildings, etc. Price, £850. Terms; £350 cash, balance for 5 years at 4½ per cent. — [313, 1064, 560, 1194]
table-cell: July 18 — [1796, 193, 1858, 206]
fernridge-clearing-sale — [85, 1276, 301, 1429]
clareville-clearing-sale — [85, 235, 301, 657]
section-title: MAIL NOTICES — [1180, 980, 1289, 997]
table-cell: S — [1740, 345, 1752, 357]
sale-date: WEDNESDAY, JULY 13, 1938, — [89, 680, 214, 691]
